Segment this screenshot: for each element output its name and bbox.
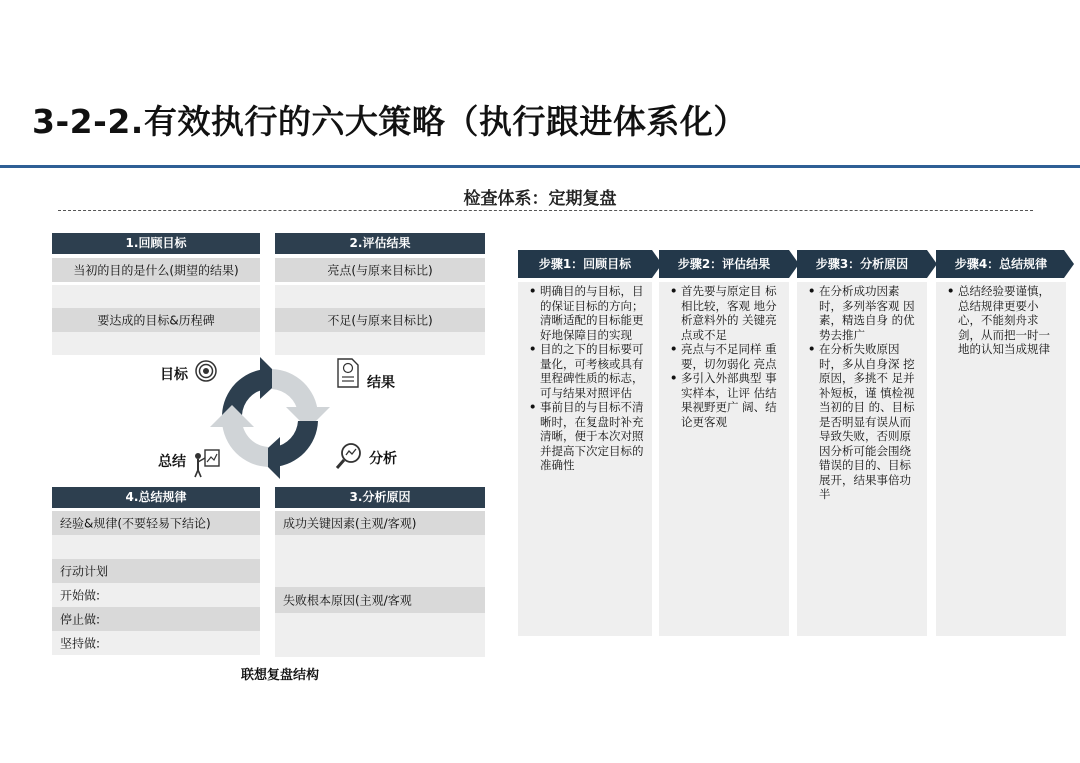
panel-row-label: 失败根本原因(主观/客观 (283, 593, 412, 608)
panel-row-empty (52, 535, 260, 559)
report-card-icon (336, 358, 360, 388)
step-bullet: • 事前目的与目标不清晰时，在复盘时补充清晰，便于本次对照并提高下次定目标的准确性 (528, 400, 644, 473)
step-bullet: • 目的之下的目标要可量化，可考核或具有里程碑性质的标志，可与结果对照评估 (528, 342, 644, 400)
step-bullet: • 亮点与不足同样 重要，切勿弱化 亮点 (669, 342, 781, 371)
panel-row-label: 亮点(与原来目标比) (327, 263, 433, 278)
step-card-2 (659, 250, 789, 636)
step-header-label: 步骤3：分析原因 (815, 257, 909, 271)
step-body (936, 282, 1066, 636)
step-header (518, 250, 652, 278)
review-cycle-diagram (200, 355, 340, 485)
dashed-divider (58, 210, 1033, 211)
step-header-label: 步骤2：评估结果 (677, 257, 771, 271)
step-bullet: • 在分析成功因素 时，多列举客观 因素，精选自身 的优势去推广 (807, 284, 919, 342)
presenter-board-icon (193, 448, 221, 478)
cycle-label-result: 结果 (367, 375, 395, 391)
panel-row (275, 511, 485, 535)
step-card-1 (518, 250, 652, 636)
step-card-3 (797, 250, 927, 636)
target-icon (195, 360, 217, 382)
panel-row-label: 当初的目的是什么(期望的结果) (73, 263, 239, 278)
step-bullet: • 在分析失败原因 时，多从自身深 挖原因，多挑不 足并补短板，谨 慎检视当初的目 的、目标是否明显有误从而导致失败，否则原因分析可能会围绕错误的目的、目标展开，结果事倍功半 (807, 342, 919, 502)
panel-row-label: 停止做: (60, 612, 101, 627)
section-subtitle: 检查体系：定期复盘 (463, 189, 617, 209)
panel-row-label: 坚持做: (60, 636, 101, 651)
panel-row (52, 258, 260, 282)
panel-row (275, 587, 485, 613)
panel-row-empty (275, 332, 485, 355)
panel-row (52, 583, 260, 607)
step-header-label: 步骤1：回顾目标 (538, 257, 632, 271)
cycle-arc-top-right (272, 369, 330, 429)
panel-row-label: 成功关键因素(主观/客观) (283, 516, 417, 531)
panel-row-empty (275, 285, 485, 308)
step-body (518, 282, 652, 636)
step-card-4 (936, 250, 1066, 636)
panel-row-label: 要达成的目标&历程碑 (97, 313, 215, 328)
step-header-label: 步骤4：总结规律 (954, 257, 1048, 271)
panel-row (275, 308, 485, 332)
panel-header: 2.评估结果 (275, 233, 485, 254)
panel-row-label: 开始做: (60, 588, 101, 603)
page-title: 3-2-2.有效执行的六大策略（执行跟进体系化） (32, 102, 747, 141)
magnifier-chart-icon (334, 440, 364, 470)
step-body (797, 282, 927, 636)
panel-row-label: 行动计划 (60, 564, 109, 579)
step-header (797, 250, 927, 278)
step-bullet: • 多引入外部典型 事实样本，让评 估结果视野更广 阔、结论更客观 (669, 371, 781, 429)
panel-header: 3.分析原因 (275, 487, 485, 508)
panel-analyze-causes (275, 487, 485, 657)
panel-summarize-rules (52, 487, 260, 657)
step-header (659, 250, 789, 278)
cycle-label-analyze: 分析 (369, 451, 397, 467)
panel-row-label: 不足(与原来目标比) (327, 313, 433, 328)
panel-row (52, 308, 260, 332)
step-bullet: • 首先要与原定目 标相比较，客观 地分析意料外的 关键亮点或不足 (669, 284, 781, 342)
cycle-label-goal: 目标 (160, 367, 188, 383)
panel-row (52, 607, 260, 631)
step-header (936, 250, 1066, 278)
panel-row-empty (275, 535, 485, 587)
panel-header: 1.回顾目标 (52, 233, 260, 254)
diagram-caption: 联想复盘结构 (240, 668, 319, 683)
panel-header: 4.总结规律 (52, 487, 260, 508)
panel-review-goal (52, 233, 260, 355)
panel-row-label: 经验&规律(不要轻易下结论) (60, 516, 211, 531)
step-bullet: • 总结经验要谨慎，总结规律更要小心，不能刻舟求剑，从而把一时一地的认知当成规律 (946, 284, 1058, 357)
step-body (659, 282, 789, 636)
cycle-label-summarize: 总结 (158, 454, 186, 470)
panel-row (52, 631, 260, 655)
panel-row (52, 559, 260, 583)
panel-row-empty (52, 285, 260, 308)
panel-row-empty (275, 613, 485, 657)
title-divider (0, 165, 1080, 168)
panel-evaluate-result (275, 233, 485, 355)
step-bullet: • 明确目的与目标，目的保证目标的方向；清晰适配的目标能更好地保障目的实现 (528, 284, 644, 342)
panel-row (275, 258, 485, 282)
panel-row (52, 511, 260, 535)
panel-row-empty (52, 332, 260, 355)
